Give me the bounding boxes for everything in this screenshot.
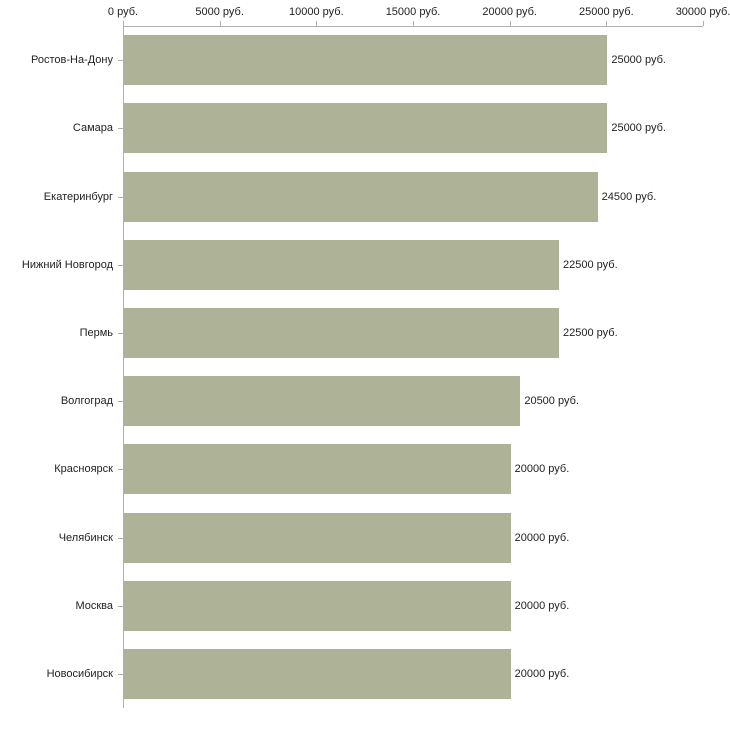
y-axis-category-label: Самара [72,122,113,135]
y-axis-tick-mark [118,469,123,470]
bar[interactable] [124,444,511,494]
x-axis-tick-mark [510,21,511,26]
y-axis-category-label: Волгоград [60,395,113,408]
bar-value-label: 20000 руб. [514,599,570,612]
y-axis-category-label: Ростов-На-Дону [30,54,113,67]
x-axis-line [123,26,703,27]
y-axis-category-label: Новосибирск [46,667,113,680]
y-axis-tick-mark [118,128,123,129]
bar[interactable] [124,103,607,153]
y-axis-category-label: Москва [75,599,113,612]
x-axis-tick-label: 10000 руб. [289,6,344,18]
y-axis-tick-mark [118,197,123,198]
bar-value-label: 20000 руб. [514,531,570,544]
bar[interactable] [124,240,559,290]
x-axis-tick-label: 5000 руб. [195,6,244,18]
x-axis-tick-mark [413,21,414,26]
y-axis-tick-mark [118,265,123,266]
bar-value-label: 25000 руб. [611,122,666,135]
x-axis-tick-mark [220,21,221,26]
bar-value-label: 22500 руб. [563,326,618,339]
y-axis-category-label: Екатеринбург [43,190,113,203]
x-axis-tick-label: 20000 руб. [482,6,537,18]
y-axis-tick-mark [118,333,123,334]
bar[interactable] [124,649,511,699]
bar-value-label: 22500 руб. [563,258,618,271]
y-axis-category-label: Пермь [79,326,113,339]
x-axis-tick-mark [606,21,607,26]
x-axis-tick-mark [123,21,124,26]
x-axis-tick-label: 30000 руб. [675,6,730,18]
y-axis-tick-mark [118,401,123,402]
bar[interactable] [124,35,607,85]
x-axis-tick-mark [316,21,317,26]
y-axis-tick-mark [118,60,123,61]
y-axis-tick-mark [118,538,123,539]
x-axis-tick-label: 25000 руб. [579,6,634,18]
x-axis-tick-mark [703,21,704,26]
bar[interactable] [124,172,598,222]
y-axis-category-label: Красноярск [54,463,113,476]
bar[interactable] [124,376,520,426]
bar-value-label: 24500 руб. [601,190,657,203]
bar[interactable] [124,513,511,563]
y-axis-tick-mark [118,674,123,675]
y-axis-tick-mark [118,606,123,607]
y-axis-category-label: Челябинск [58,531,113,544]
bar-value-label: 20000 руб. [514,463,570,476]
bar[interactable] [124,308,559,358]
x-axis-tick-label: 15000 руб. [385,6,441,18]
bar[interactable] [124,581,511,631]
bar-value-label: 20000 руб. [514,667,570,680]
bar-value-label: 20500 руб. [524,395,579,408]
y-axis-category-label: Нижний Новгород [21,258,113,271]
x-axis-tick-label: 0 руб. [107,6,139,18]
bar-value-label: 25000 руб. [611,54,666,67]
